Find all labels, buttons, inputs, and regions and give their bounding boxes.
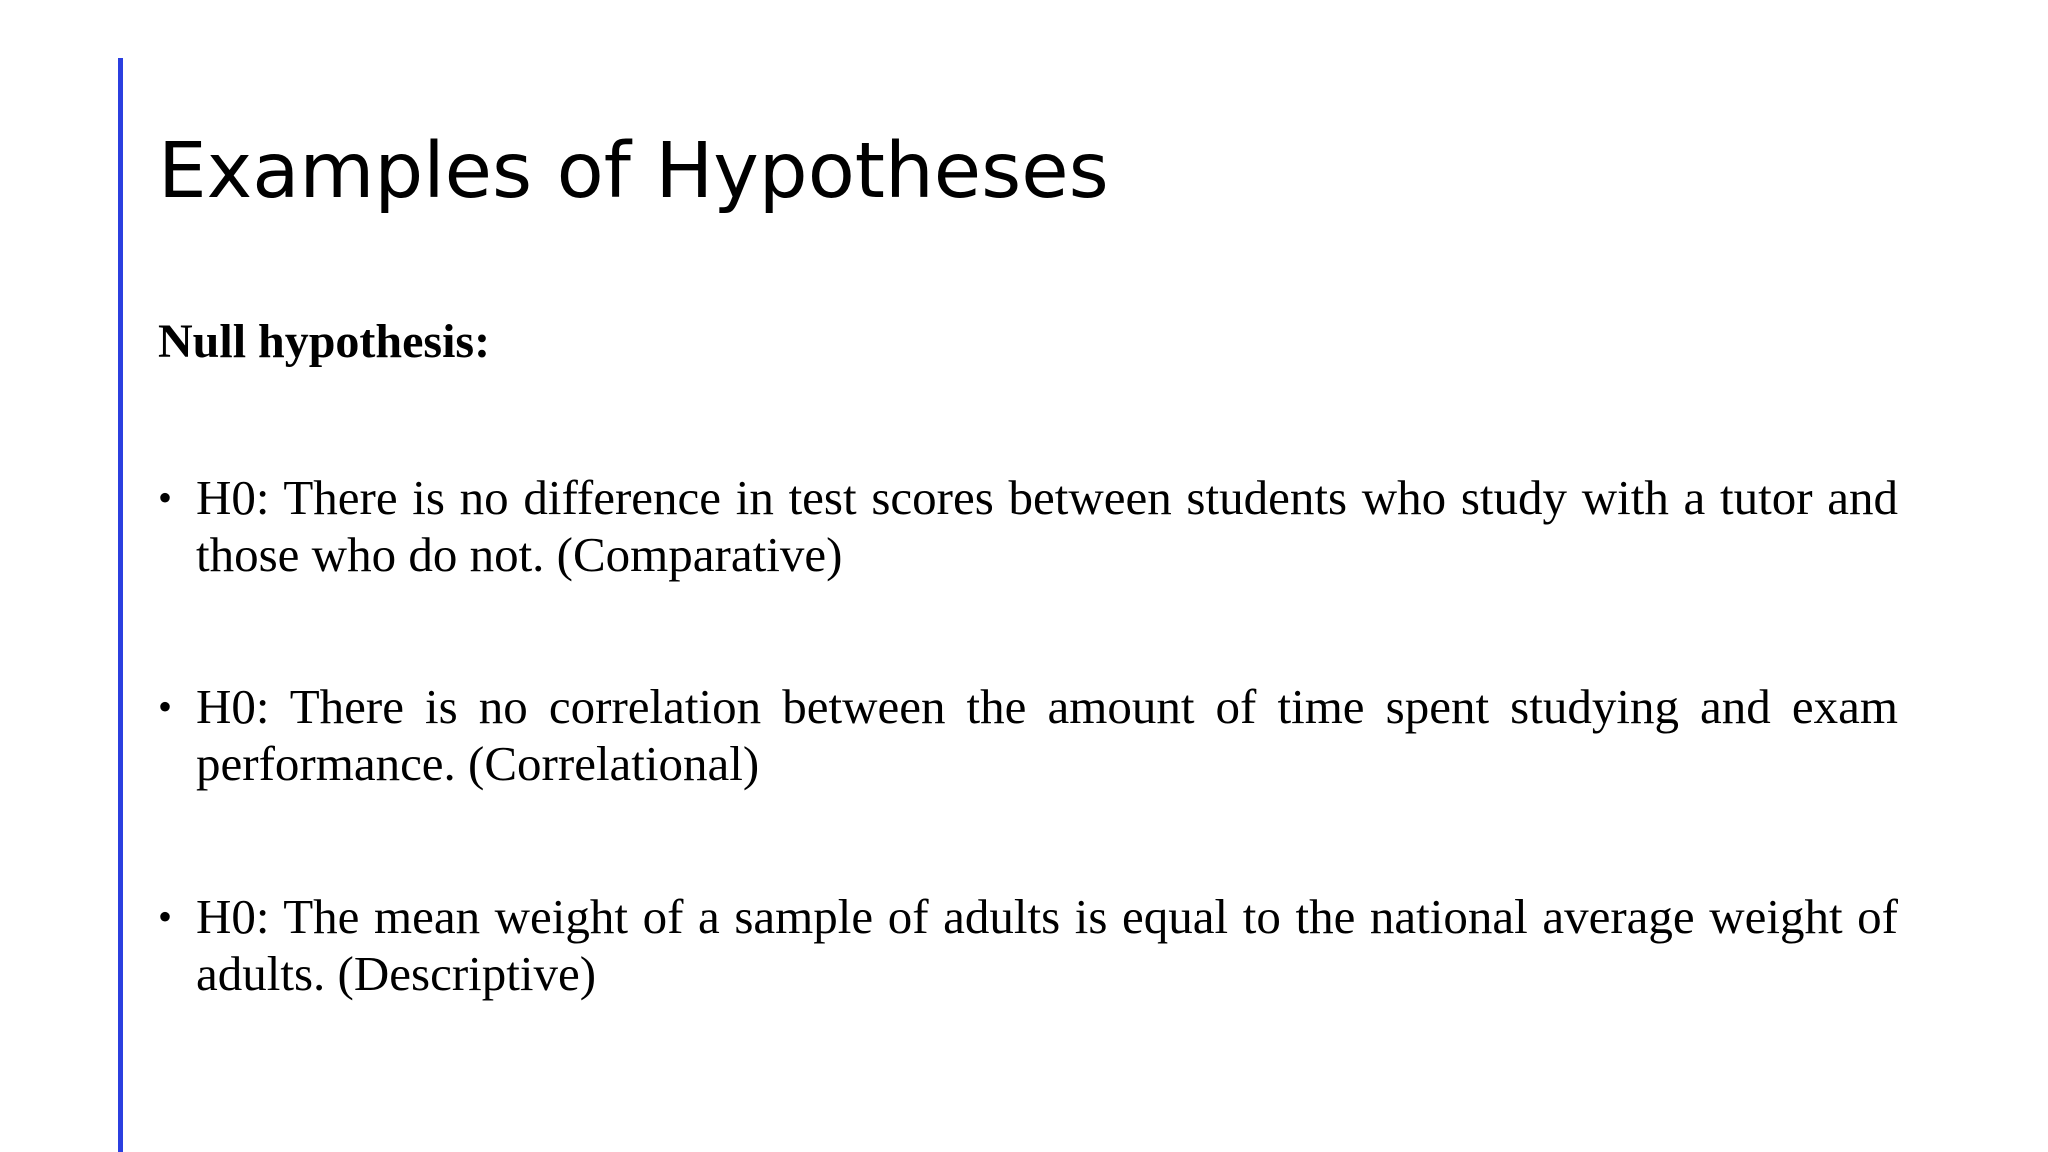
slide-title: Examples of Hypotheses — [158, 127, 1109, 216]
section-heading: Null hypothesis: — [158, 315, 491, 368]
bullet-icon: • — [158, 894, 173, 939]
bullet-text: H0: The mean weight of a sample of adults is equal to the national average weight of adults. (Descriptive) — [196, 889, 1898, 1001]
list-item — [158, 469, 1898, 583]
bullet-icon: • — [158, 475, 173, 520]
bullet-text: H0: There is no correlation between the amount of time spent studying and exam performance. (Correlational) — [196, 679, 1898, 791]
accent-bar — [118, 58, 123, 1152]
list-item — [158, 678, 1898, 792]
bullet-icon: • — [158, 684, 173, 729]
bullet-text: H0: There is no difference in test scores between students who study with a tutor and those who do not. (Comparative) — [196, 470, 1898, 582]
list-item — [158, 888, 1898, 1002]
